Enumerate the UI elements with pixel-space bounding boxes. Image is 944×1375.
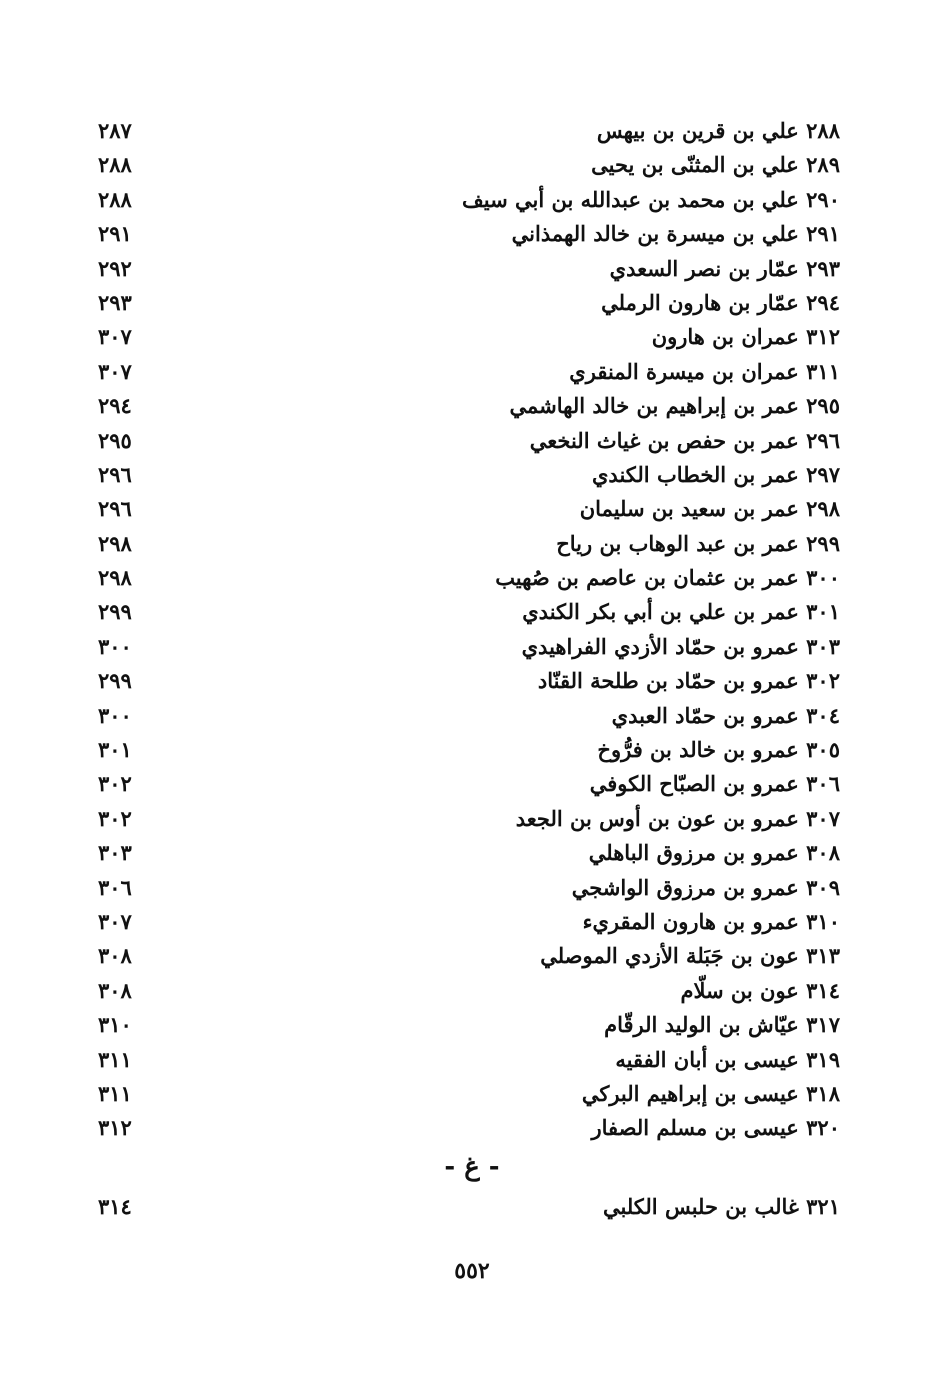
- index-list: [96, 114, 840, 1146]
- entry-name: ٣٠٠ عمر بن عثمان بن عاصم بن صُهيب: [495, 565, 840, 591]
- index-entry: [96, 595, 840, 629]
- entry-name: ٣٠٤ عمرو بن حمّاد العبدي: [611, 702, 840, 728]
- entry-name: ٢٩٨ عمر بن سعيد بن سليمان: [579, 496, 840, 522]
- entry-name: ٢٨٨ علي بن قرين بن بيهس: [596, 118, 840, 143]
- entry-name: ٣١٧ عيّاش بن الوليد الرقّام: [604, 1012, 840, 1038]
- entry-page-number: ٣٠٧: [98, 324, 132, 350]
- entry-name: ٣٠٩ عمرو بن مرزوق الواشجي: [571, 874, 840, 900]
- entry-name: ٢٩٥ عمر بن إبراهيم بن خالد الهاشمي: [509, 393, 840, 419]
- index-entry: [96, 939, 840, 973]
- entry-page-number: ٣٠٣: [98, 840, 132, 866]
- entry-page-number: ٣٠٦: [98, 874, 132, 900]
- index-entry: [96, 492, 840, 526]
- entry-page-number: ٣٠١: [98, 737, 132, 763]
- entry-page-number: ٣٠٧: [98, 908, 132, 934]
- index-entry: [96, 183, 840, 217]
- entry-page-number: ٣٠٢: [98, 805, 132, 831]
- index-entry: [96, 424, 840, 458]
- entry-page-number: ٢٨٨: [98, 186, 132, 212]
- index-entry: [96, 733, 840, 767]
- index-entry: [96, 699, 840, 733]
- index-entry: [96, 1190, 840, 1224]
- index-entry: [96, 561, 840, 595]
- index-entry: [96, 320, 840, 354]
- entry-page-number: ٣١١: [98, 1080, 132, 1106]
- entry-name: ٣١٠ عمرو بن هارون المقريء: [582, 908, 840, 934]
- entry-page-number: ٣١٢: [98, 1115, 132, 1141]
- entry-page-number: ٢٩٥: [98, 427, 132, 453]
- index-entry: [96, 767, 840, 801]
- entry-name: ٣١٤ عون بن سلّام: [680, 977, 840, 1003]
- entry-page-number: ٣٠٠: [98, 633, 132, 659]
- entry-name: ٣٠٨ عمرو بن مرزوق الباهلي: [588, 840, 840, 866]
- index-entry: [96, 355, 840, 389]
- index-entry: [96, 905, 840, 939]
- entry-name: ٣١٨ عيسى بن إبراهيم البركي: [581, 1080, 840, 1106]
- entry-name: ٢٩٠ علي بن محمد بن عبدالله بن أبي سيف: [462, 186, 840, 212]
- index-entry: [96, 1111, 840, 1145]
- index-entry: [96, 389, 840, 423]
- index-entry: [96, 1008, 840, 1042]
- entry-name: ٣٢٠ عيسى بن مسلم الصفار: [591, 1115, 840, 1141]
- entry-page-number: ٢٩٤: [98, 393, 132, 419]
- index-entry: [96, 664, 840, 698]
- entry-name: ٢٩٩ عمر بن عبد الوهاب بن رياح: [556, 530, 840, 556]
- index-entry: [96, 148, 840, 182]
- entry-page-number: ٢٩٨: [98, 565, 132, 591]
- entry-page-number: ٢٩٩: [98, 599, 132, 625]
- index-entry: [96, 1077, 840, 1111]
- entry-name: ٢٩٣ عمّار بن نصر السعدي: [609, 255, 840, 281]
- entry-name: ٢٨٩ علي بن المثنّى بن يحيى: [591, 152, 840, 178]
- entry-page-number: ٢٩١: [98, 221, 132, 247]
- entry-page-number: ٣٠٨: [98, 977, 132, 1003]
- entry-name: ٣٠٥ عمرو بن خالد بن فرُّوخ: [597, 737, 840, 763]
- index-entry: [96, 836, 840, 870]
- entry-page-number: ٢٩٦: [98, 461, 132, 487]
- section-heading: - غ -: [444, 1152, 500, 1182]
- entry-page-number: ٣٠٨: [98, 943, 132, 969]
- entry-page-number: ٣٠٠: [98, 702, 132, 728]
- entry-name: ٢٩٦ عمر بن حفص بن غياث النخعي: [529, 427, 840, 453]
- entry-name: ٣١٢ عمران بن هارون: [651, 324, 840, 350]
- entry-name: ٣٠٦ عمرو بن الصبّاح الكوفي: [589, 771, 840, 797]
- entry-page-number: ٢٩٣: [98, 289, 132, 315]
- index-entry: [96, 630, 840, 664]
- index-entry: [96, 802, 840, 836]
- page-number: ٥٥٢: [454, 1258, 490, 1284]
- entry-name: ٢٩٧ عمر بن الخطاب الكندي: [592, 461, 840, 487]
- entry-name: ٣١٩ عيسى بن أبان الفقيه: [615, 1046, 840, 1072]
- entry-page-number: ٣٠٢: [98, 771, 132, 797]
- index-entry: [96, 252, 840, 286]
- index-entry: [96, 871, 840, 905]
- index-entry: [96, 974, 840, 1008]
- index-entry: [96, 1043, 840, 1077]
- entry-page-number: ٢٩٨: [98, 530, 132, 556]
- index-entry: [96, 527, 840, 561]
- entry-name: ٢٩١ علي بن ميسرة بن خالد الهمذاني: [511, 221, 840, 247]
- index-entry: [96, 114, 840, 148]
- entry-name: ٣١١ عمران بن ميسرة المنقري: [569, 358, 840, 384]
- entry-name: ٢٩٤ عمّار بن هارون الرملي: [601, 289, 840, 315]
- index-entry: [96, 458, 840, 492]
- entry-name: ٣٠٢ عمرو بن حمّاد بن طلحة القنّاد: [537, 668, 840, 694]
- index-list-section-ghayn: [96, 1190, 840, 1224]
- index-entry: [96, 286, 840, 320]
- entry-page-number: ٣٠٧: [98, 358, 132, 384]
- entry-name: ٣٠٧ عمرو بن عون بن أوس بن الجعد: [515, 805, 840, 831]
- entry-name: ٣٠١ عمر بن علي بن أبي بكر الكندي: [522, 599, 840, 625]
- entry-page-number: ٢٨٨: [98, 152, 132, 178]
- entry-page-number: ٣١١: [98, 1046, 132, 1072]
- entry-page-number: ٣١٠: [98, 1012, 132, 1038]
- index-entry: [96, 217, 840, 251]
- entry-page-number: ٢٨٧: [98, 118, 132, 143]
- entry-page-number: ٢٩٩: [98, 668, 132, 694]
- entry-name: ٣٢١ غالب بن حلبس الكلبي: [603, 1194, 840, 1219]
- entry-page-number: ٢٩٦: [98, 496, 132, 522]
- entry-page-number: ٢٩٢: [98, 255, 132, 281]
- entry-name: ٣٠٣ عمرو بن حمّاد الأزدي الفراهيدي: [521, 633, 840, 659]
- entry-page-number: ٣١٤: [98, 1194, 132, 1219]
- entry-name: ٣١٣ عون بن جَبَلة الأزدي الموصلي: [540, 943, 840, 969]
